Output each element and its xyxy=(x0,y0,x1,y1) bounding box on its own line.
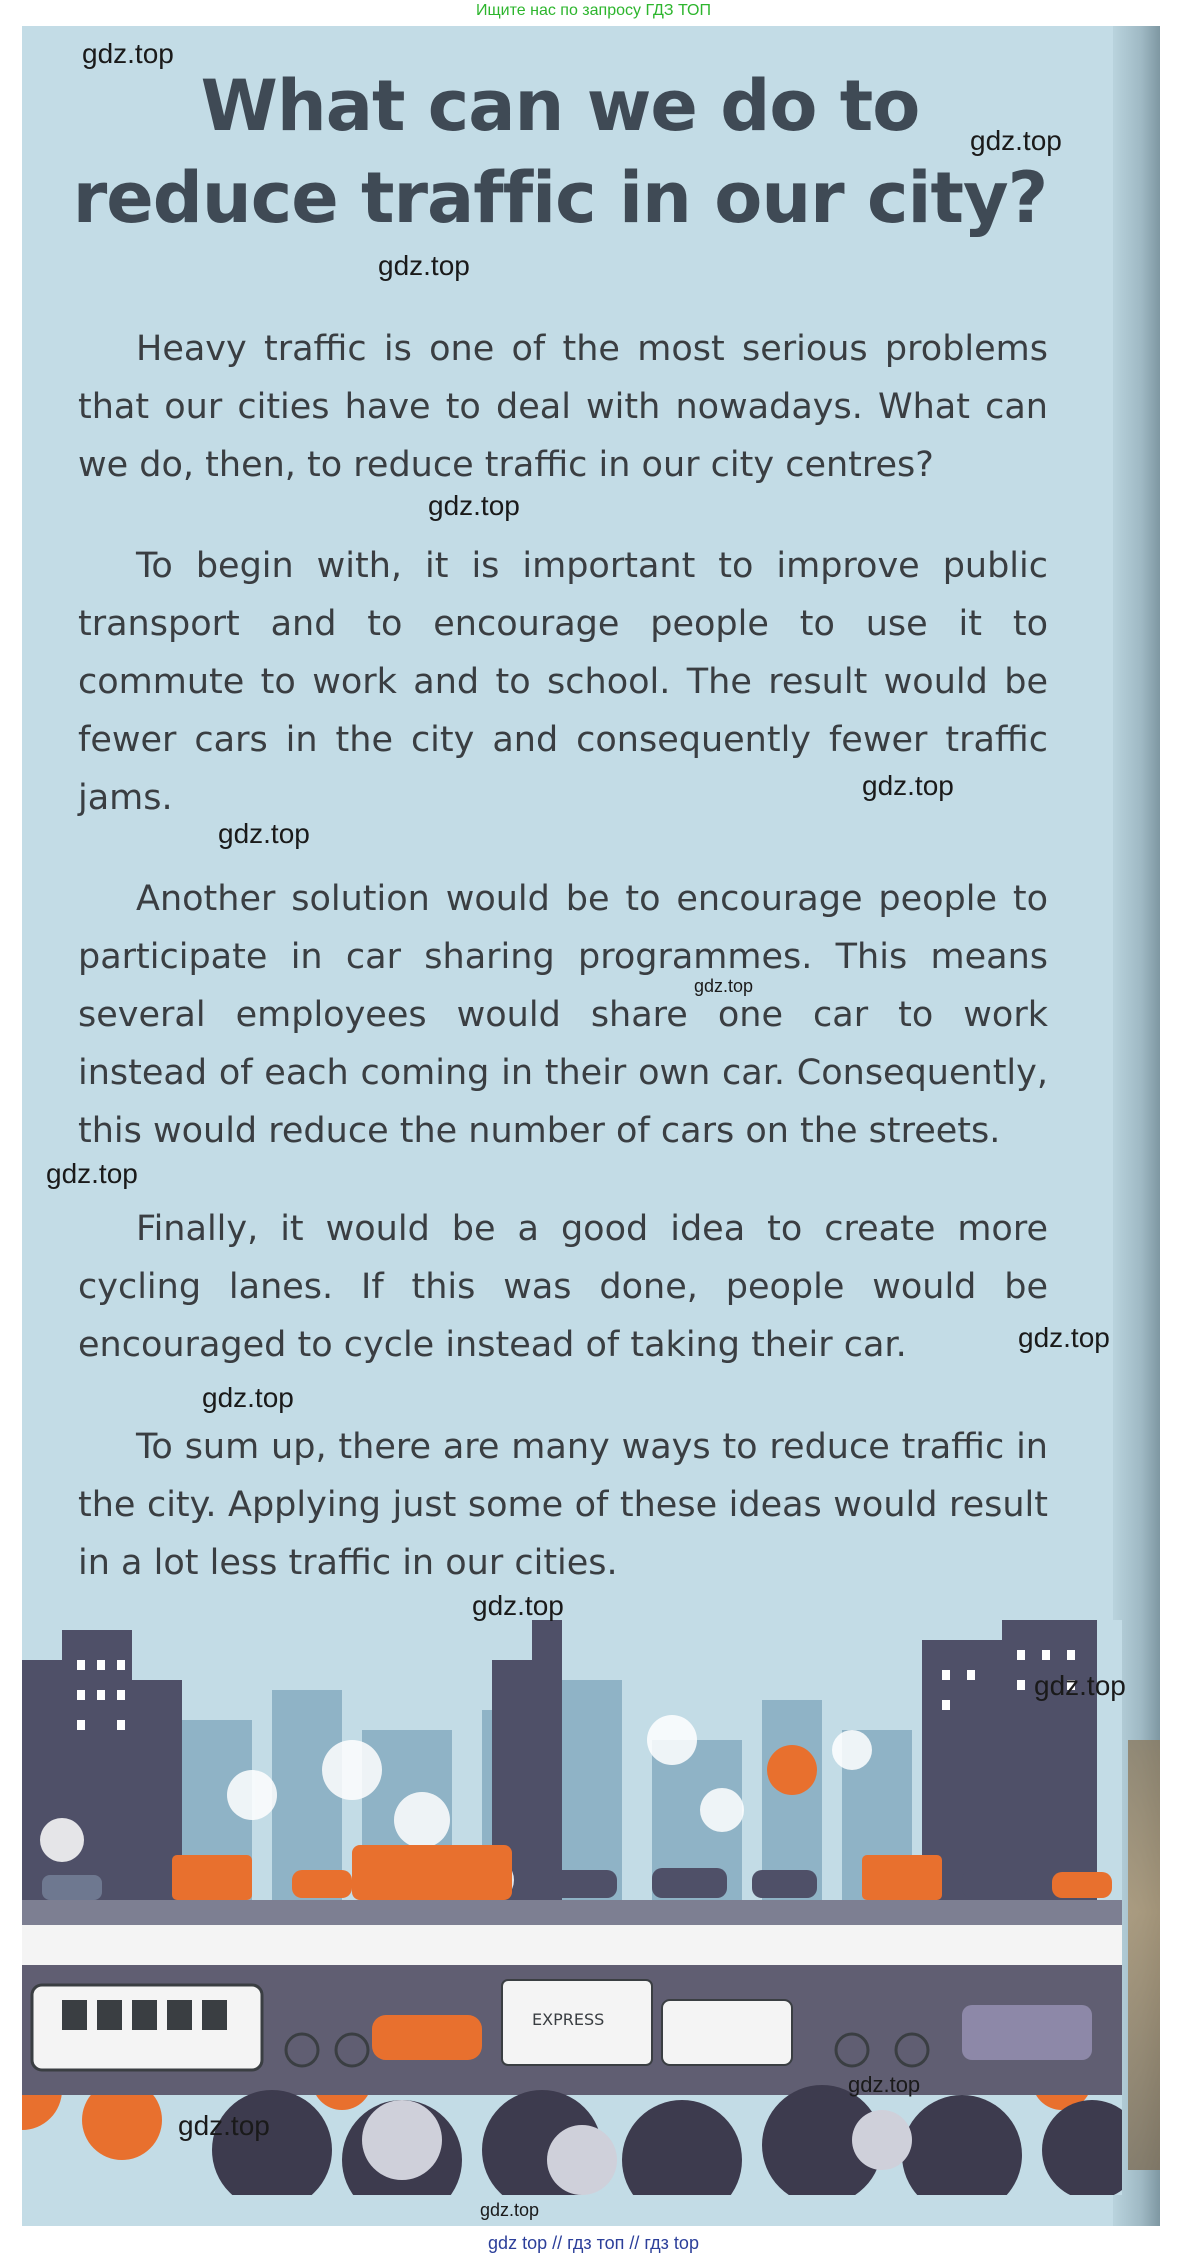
paragraph-conclusion: To sum up, there are many ways to reduce traffic in the city. Applying just some of these ideas would result in a lot less traffic in our cities. xyxy=(78,1427,1048,1583)
watermark: gdz.top xyxy=(480,2200,540,2220)
watermark: gdz.top xyxy=(1034,1670,1126,1701)
watermark: gdz.top xyxy=(970,125,1062,156)
upper-road xyxy=(22,1900,1122,1925)
city-traffic-illustration xyxy=(22,1620,1122,2195)
watermark: gdz.top xyxy=(848,2072,921,2097)
title-line-2: reduce traffic in our city? xyxy=(72,157,1048,239)
paragraph-intro: Heavy traffic is one of the most serious problems that our cities have to deal with nowadays. What can we do, then, to reduce traffic in our city centres? xyxy=(78,329,1048,485)
paragraph-public-transport: To begin with, it is important to improve public transport and to encourage people to use it to commute to work and to school. The result would be fewer cars in the city and consequently fewer traffic jams. xyxy=(78,546,1048,818)
top-banner: Ищите нас по запросу ГДЗ ТОП xyxy=(476,2,711,19)
watermark: gdz.top xyxy=(862,770,954,801)
essay-title xyxy=(60,60,1060,244)
watermark: gdz.top xyxy=(178,2110,270,2141)
van-label: EXPRESS xyxy=(532,2010,605,2029)
paragraph-cycling-lanes: Finally, it would be a good idea to create more cycling lanes. If this was done, people would be encouraged to cycle instead of taking their car. xyxy=(78,1209,1048,1365)
paragraph-car-sharing: Another solution would be to encourage people to participate in car sharing programmes. This means several employees would share one car to work instead of each coming in their own car. Consequently, this would reduce the number of cars on the streets. xyxy=(78,879,1048,1151)
watermark: gdz.top xyxy=(82,38,174,69)
title-line-1: What can we do to xyxy=(200,65,920,147)
watermark: gdz.top xyxy=(694,976,754,996)
watermark: gdz.top xyxy=(428,490,520,521)
watermark: gdz.top xyxy=(1018,1322,1110,1353)
page-edge-book-cover xyxy=(1128,1740,1160,2170)
watermark: gdz.top xyxy=(472,1590,564,1621)
watermark: gdz.top xyxy=(202,1382,294,1413)
watermark: gdz.top xyxy=(46,1158,138,1189)
watermark: gdz.top xyxy=(218,818,310,849)
bottom-footer: gdz top // гдз топ // гдз top xyxy=(488,2233,699,2253)
white-strip xyxy=(22,1925,1122,1965)
watermark: gdz.top xyxy=(378,250,470,281)
